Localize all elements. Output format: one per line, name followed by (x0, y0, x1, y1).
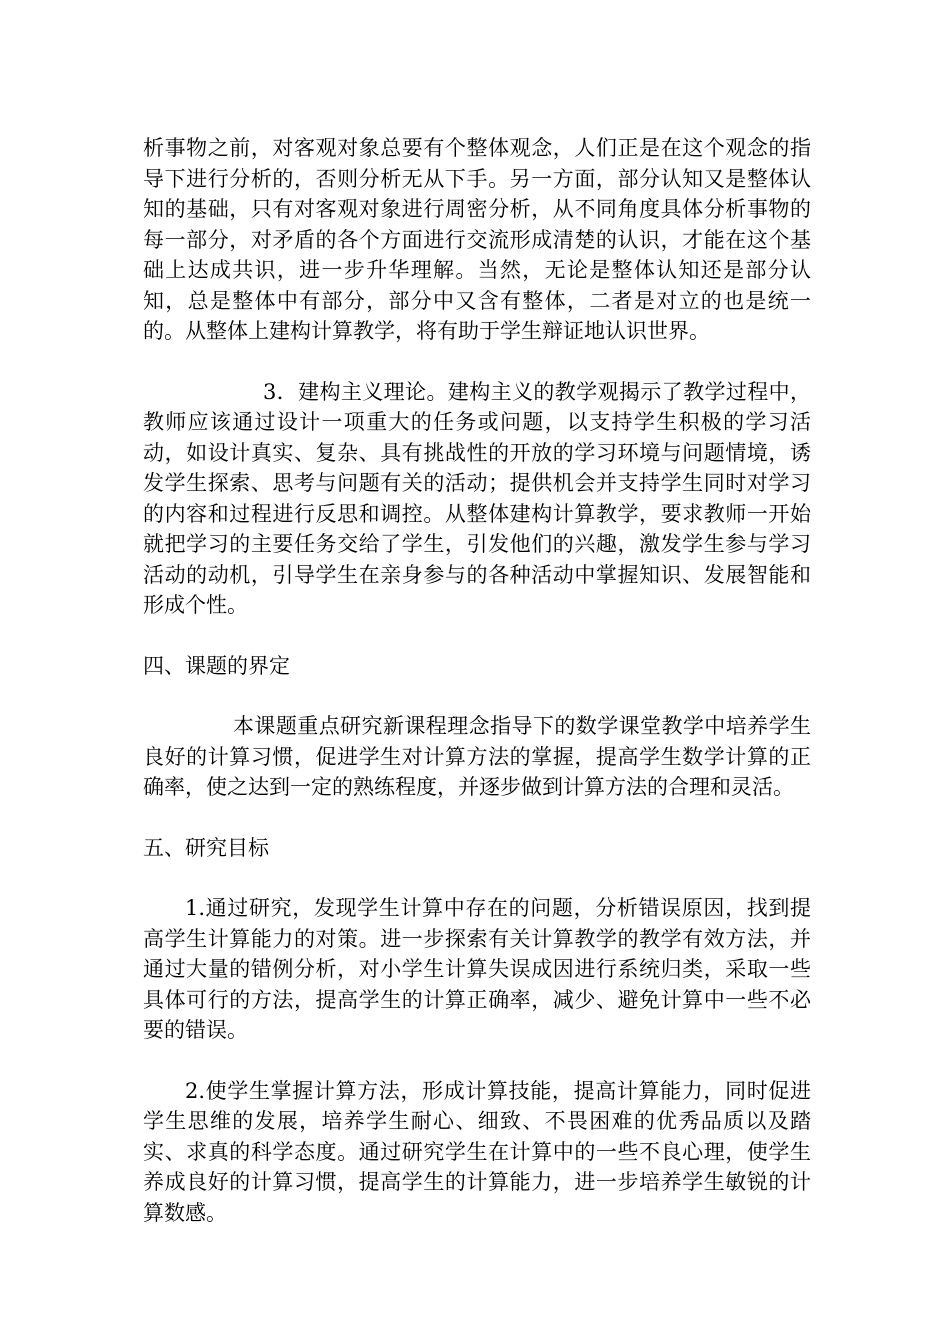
paragraph-goal-2: 2.使学生掌握计算方法，形成计算技能，提高计算能力，同时促进学生思维的发展，培养学生耐心、细致、不畏困难的优秀品质以及踏实、求真的科学态度。通过研究学生在计算中的一些不良心理，使学生养成良好的计算习惯，提高学生的计算能力，进一步培养学生敏锐的计算数感。 (143, 1078, 811, 1225)
document-page (143, 133, 811, 1258)
paragraph-constructivism: 3．建构主义理论。建构主义的教学观揭示了教学过程中，教师应该通过设计一项重大的任务或问题，以支持学生积极的学习活动，如设计真实、复杂、具有挑战性的开放的学习环境与问题情境，诱发学生探索、思考与问题有关的活动；提供机会并支持学生同时对学习的内容和过程进行反思和调控。从整体建构计算教学，要求教师一开始就把学习的主要任务交给了学生，引发他们的兴趣，激发学生参与学习活动的动机，引导学生在亲身参与的各种活动中掌握知识、发展智能和形成个性。 (143, 379, 811, 617)
section-heading-goals: 五、研究目标 (143, 835, 269, 860)
paragraph-goal-1: 1.通过研究，发现学生计算中存在的问题，分析错误原因，找到提高学生计算能力的对策。进一步探索有关计算教学的教学有效方法，并通过大量的错例分析，对小学生计算失误成因进行系统归类，采取一些具体可行的方法，提高学生的计算正确率，减少、避免计算中一些不必要的错误。 (143, 896, 811, 1042)
paragraph-topic-definition: 本课题重点研究新课程理念指导下的数学课堂教学中培养学生良好的计算习惯，促进学生对计算方法的掌握，提高学生数学计算的正确率，使之达到一定的熟练程度，并逐步做到计算方法的合理和灵活。 (143, 714, 811, 799)
section-heading-definition: 四、课题的界定 (143, 653, 290, 678)
paragraph-holistic-cognition: 析事物之前，对客观对象总要有个整体观念，人们正是在这个观念的指导下进行分析的，否则分析无从下手。另一方面，部分认知又是整体认知的基础，只有对客观对象进行周密分析，从不同角度具体分析事物的每一部分，对矛盾的各个方面进行交流形成清楚的认识，才能在这个基础上达成共识，进一步升华理解。当然，无论是整体认知还是部分认知，总是整体中有部分，部分中又含有整体，二者是对立的也是统一的。从整体上建构计算教学，将有助于学生辩证地认识世界。 (143, 136, 811, 343)
